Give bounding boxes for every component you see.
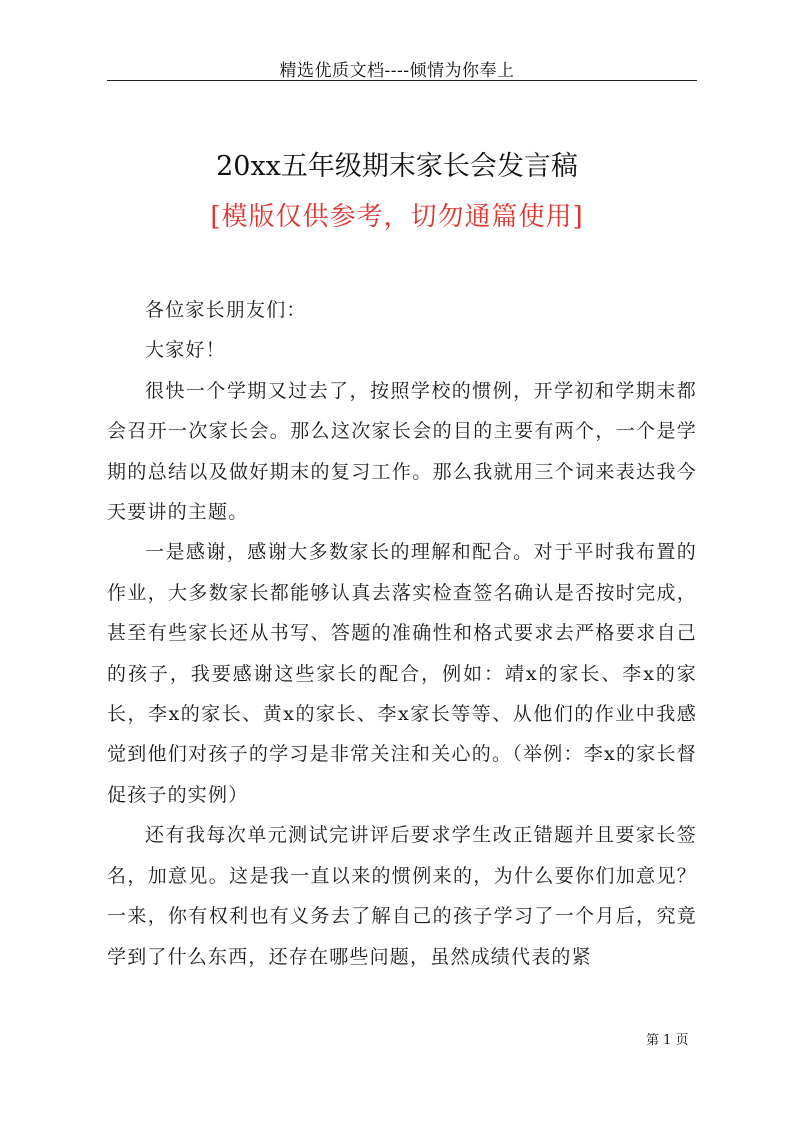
body-paragraph: 很快一个学期又过去了，按照学校的惯例，开学初和学期末都会召开一次家长会。那么这次家长会的目的主要有两个，一个是学期的总结以及做好期末的复习工作。那么我就用三个词来表达我今天要讲的主题。	[107, 379, 697, 524]
page-number: 第 1 页	[646, 1033, 689, 1048]
header-divider	[107, 80, 697, 81]
body-paragraph: 一是感谢，感谢大多数家长的理解和配合。对于平时我布置的作业，大多数家长都能够认真去落实检查签名确认是否按时完成，甚至有些家长还从书写、答题的准确性和格式要求去严格要求自己的孩子，我要感谢这些家长的配合，例如：靖x的家长、李x的家长，李x的家长、黄x的家长、李x家长等等、从他们的作业中我感觉到他们对孩子的学习是非常关注和关心的。（举例：李x的家长督促孩子的实例）	[107, 541, 697, 806]
greeting-line: 各位家长朋友们：	[145, 299, 307, 321]
document-title: 20xx五年级期末家长会发言稿	[216, 151, 578, 182]
document-subtitle: [模版仅供参考，切勿通篇使用]	[210, 202, 584, 232]
salutation-line: 大家好！	[145, 339, 226, 362]
document-body	[107, 290, 697, 977]
body-paragraph: 还有我每次单元测试完讲评后要求学生改正错题并且要家长签名，加意见。这是我一直以来的惯例来的，为什么要你们加意见？一来，你有权利也有义务去了解自己的孩子学习了一个月后，究竟学到了什么东西，还存在哪些问题，虽然成绩代表的紧	[107, 824, 697, 968]
page-header: 精选优质文档----倾情为你奉上	[279, 61, 515, 81]
